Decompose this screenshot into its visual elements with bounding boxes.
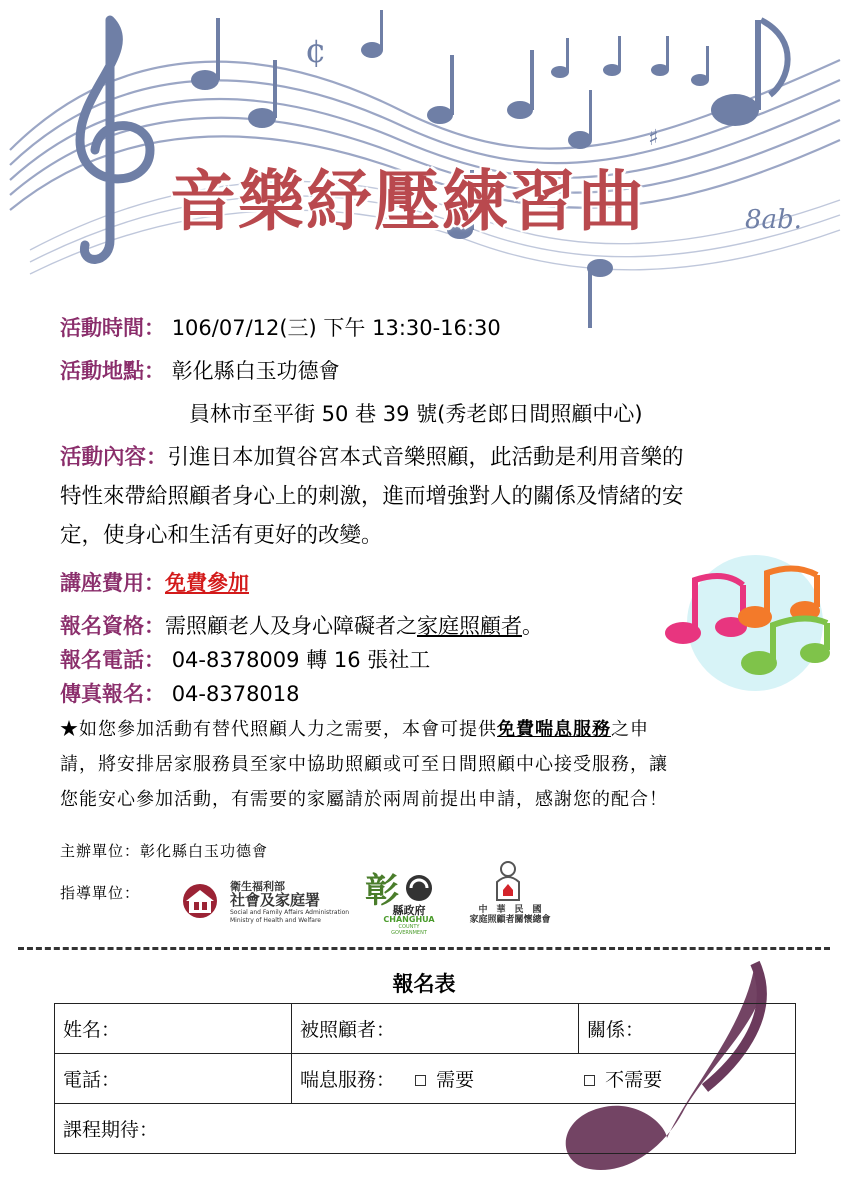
page-title: 音樂紓壓練習曲 [170, 163, 646, 240]
note-line3: 您能安心參加活動，有需要的家屬請於兩周前提出申請，感謝您的配合！ [60, 789, 668, 810]
colorful-notes-icon [655, 555, 835, 695]
cut-time-symbol: ¢ [305, 31, 327, 71]
name-field[interactable]: 姓名： [55, 1004, 292, 1054]
respite-field [292, 1054, 796, 1104]
activity-address: 員林市至平街 50 巷 39 號(秀老郎日間照顧中心) [189, 402, 643, 426]
activity-time-row [60, 312, 501, 342]
sharp-icon: ♯ [648, 126, 659, 151]
fax-value: 04-8378018 [171, 682, 300, 706]
host-organizer: 主辦單位：彰化縣白玉功德會 [60, 842, 269, 860]
activity-place-row [60, 355, 340, 385]
need-label: 需要 [436, 1069, 475, 1091]
activity-time-label: 活動時間： [60, 316, 165, 340]
phone-row [60, 644, 430, 674]
sfaa-logo-text: 衛生福利部 社會及家庭署 Social and Family Affairs Administration Ministry of Health and Welfare [230, 880, 350, 924]
note-part1: ★如您參加活動有替代照顧人力之需要，本會可提供 [60, 719, 497, 740]
activity-content-label: 活動內容： [60, 445, 168, 470]
svg-text:彰: 彰 [365, 871, 399, 906]
care-recipient-field[interactable]: 被照顧者： [292, 1004, 579, 1054]
registration-form [54, 1003, 796, 1154]
eligibility-label: 報名資格： [60, 614, 165, 638]
family-caregiver-logo-text: 中 華 民 國 家庭照顧者關懷總會 [469, 905, 551, 925]
eight-va-text: 8ab. [745, 205, 802, 235]
phone-value: 04-8378009 轉 16 張社工 [171, 648, 431, 672]
treble-clef-icon [80, 20, 150, 259]
note-part2: 之申 [611, 719, 649, 740]
no-need-label: 不需要 [605, 1069, 663, 1091]
phone-label: 報名電話： [60, 648, 165, 672]
fax-label: 傳真報名： [60, 682, 165, 706]
guide-label: 指導單位： [60, 884, 141, 902]
need-checkbox[interactable] [415, 1075, 426, 1086]
activity-content-line3: 定，使身心和生活有更好的改變。 [60, 523, 383, 548]
fee-label: 講座費用： [60, 571, 165, 595]
activity-place-label: 活動地點： [60, 359, 165, 383]
cut-line-divider [18, 947, 830, 950]
note-bold: 免費喘息服務 [497, 719, 611, 740]
phone-field[interactable]: 電話： [55, 1054, 292, 1104]
respite-label: 喘息服務： [300, 1069, 396, 1091]
activity-place-value: 彰化縣白玉功德會 [171, 359, 340, 383]
eligibility-suffix: 。 [522, 614, 543, 638]
note-line2: 請，將安排居家服務員至家中協助照顧或可至日間照顧中心接受服務，讓 [60, 754, 668, 775]
relation-field[interactable]: 關係： [579, 1004, 796, 1054]
eligibility-underlined: 家庭照顧者 [417, 614, 522, 638]
activity-time-value: 106/07/12(三) 下午 13:30-16:30 [171, 316, 501, 340]
sfaa-logo-icon [178, 883, 222, 919]
no-need-checkbox[interactable] [584, 1075, 595, 1086]
eligibility-row [60, 610, 543, 640]
expectation-field[interactable]: 課程期待： [55, 1104, 796, 1154]
fee-row [60, 567, 249, 597]
fee-value: 免費參加 [165, 571, 249, 595]
form-title: 報名表 [392, 972, 456, 996]
family-caregiver-logo-icon [493, 860, 523, 902]
respite-note [60, 712, 820, 817]
changhua-logo-icon [365, 868, 437, 906]
activity-content-line2: 特性來帶給照顧者身心上的刺激，進而增強對人的關係及情緒的安 [60, 484, 684, 509]
eligibility-prefix: 需照顧老人及身心障礙者之 [165, 614, 417, 638]
changhua-logo-text: 縣政府 CHANGHUA COUNTY GOVERNMENT [383, 904, 435, 936]
activity-content [60, 438, 820, 555]
fax-row [60, 678, 300, 708]
activity-content-line1: 引進日本加賀谷宮本式音樂照顧，此活動是利用音樂的 [167, 445, 684, 470]
